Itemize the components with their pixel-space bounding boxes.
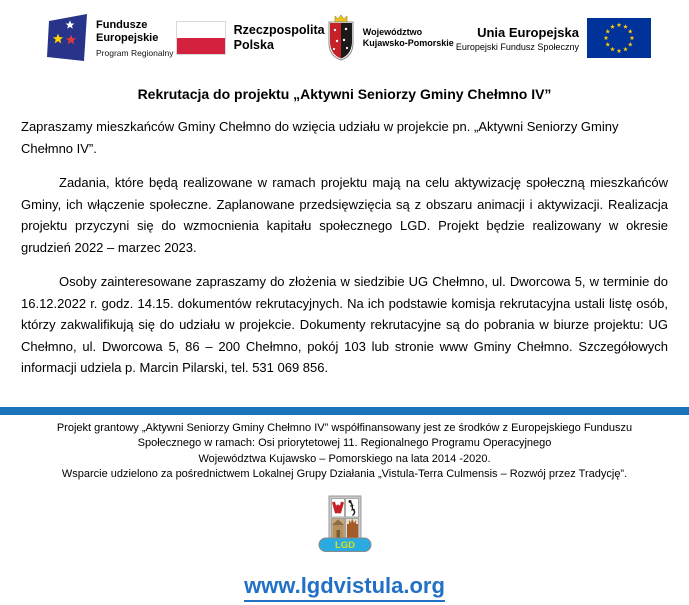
footer-line-2: Społecznego w ramach: Osi priorytetowej 11. Regionalnego Programu Operacyjnego: [137, 437, 552, 449]
fe-subtitle: Program Regionalny: [96, 47, 174, 58]
page-title: Rekrutacja do projektu „Aktywni Seniorzy Gminy Chełmno IV”: [137, 86, 552, 102]
eu-label: [456, 25, 579, 52]
website-link[interactable]: www.lgdvistula.org: [244, 573, 445, 602]
fe-title-line1: Fundusze: [96, 18, 148, 31]
wkp-title-line2: Kujawsko-Pomorskie: [362, 38, 454, 48]
pl-title-line2: Polska: [233, 38, 274, 52]
eu-subtitle: Europejski Fundusz Społeczny: [455, 41, 579, 52]
logo-rzeczpospolita-polska: [176, 21, 325, 55]
fundusze-europejskie-label: [96, 19, 173, 58]
eu-title: Unia Europejska: [477, 24, 579, 40]
fundusze-europejskie-flag-icon: [46, 13, 88, 63]
funding-logos-header: [0, 0, 689, 64]
lgd-vistula-emblem-icon: [316, 495, 374, 553]
funding-footer: [0, 421, 689, 483]
poland-flag-icon: [176, 21, 226, 55]
kujawsko-pomorskie-crest-icon: [327, 15, 355, 61]
footer-line-4: Wsparcie udzielono za pośrednictwem Lokalnej Grupy Działania „Vistula-Terra Culmensis – Rozwój przez Tradycję”.: [61, 468, 628, 480]
paragraph-tasks: Zadania, które będą realizowane w ramach projektu mają na celu aktywizację społeczną mieszkańców Gminy, ich włączenie społeczne. Zaplanowane przedsięwzięcia są z obszaru animacji i aktywizacji. Realizacja projektu przyczyni się do wzmocnienia kapitału społecznego LGD. Projekt będzie realizowany w okresie grudzień 2022 – marzec 2023.: [21, 175, 668, 255]
blue-divider-bar: [0, 407, 689, 415]
paragraph-intro: Zapraszamy mieszkańców Gminy Chełmno do wzięcia udziału w projekcie pn. „Aktywni Seniorzy Gminy Chełmno IV”.: [21, 119, 619, 156]
website-link-row: [0, 573, 689, 602]
wojewodztwo-label: [363, 27, 454, 49]
wkp-title-line1: Województwo: [362, 27, 423, 37]
logo-wojewodztwo-kujawsko-pomorskie: [327, 15, 454, 61]
poland-label: [234, 23, 325, 53]
pl-title-line1: Rzeczpospolita: [233, 23, 325, 37]
lgd-banner-label: LGD: [334, 539, 355, 551]
eu-flag-icon: [587, 18, 651, 58]
logo-unia-europejska: [456, 18, 651, 58]
footer-line-3: Województwa Kujawsko – Pomorskiego na lata 2014 -2020.: [198, 452, 491, 465]
fe-title-line2: Europejskie: [96, 31, 159, 44]
paragraph-recruitment: Osoby zainteresowane zapraszamy do złożenia w siedzibie UG Chełmno, ul. Dworcowa 5, w terminie do 16.12.2022 r. godz. 14.15. dokumentów rekrutacyjnych. Na ich podstawie komisja rekrutacyjna ustali listę osób, którzy zakwalifikują się do udziału w projekcie. Dokumenty rekrutacyjne są do pobrania w biurze projektu: UG Chełmno, ul. Dworcowa 5, 86 – 200 Chełmno, pokój 103 lub stronie www Gminy Chełmno. Szczegółowych informacji udziela p. Marcin Pilarski, tel. 531 069 856.: [21, 274, 668, 375]
footer-line-1: Projekt grantowy „Aktywni Seniorzy Gminy Chełmno IV” współfinansowany jest ze środków z Europejskiego Funduszu: [56, 421, 633, 434]
lgd-logo-container: [0, 495, 689, 553]
logo-fundusze-europejskie: [46, 13, 173, 63]
